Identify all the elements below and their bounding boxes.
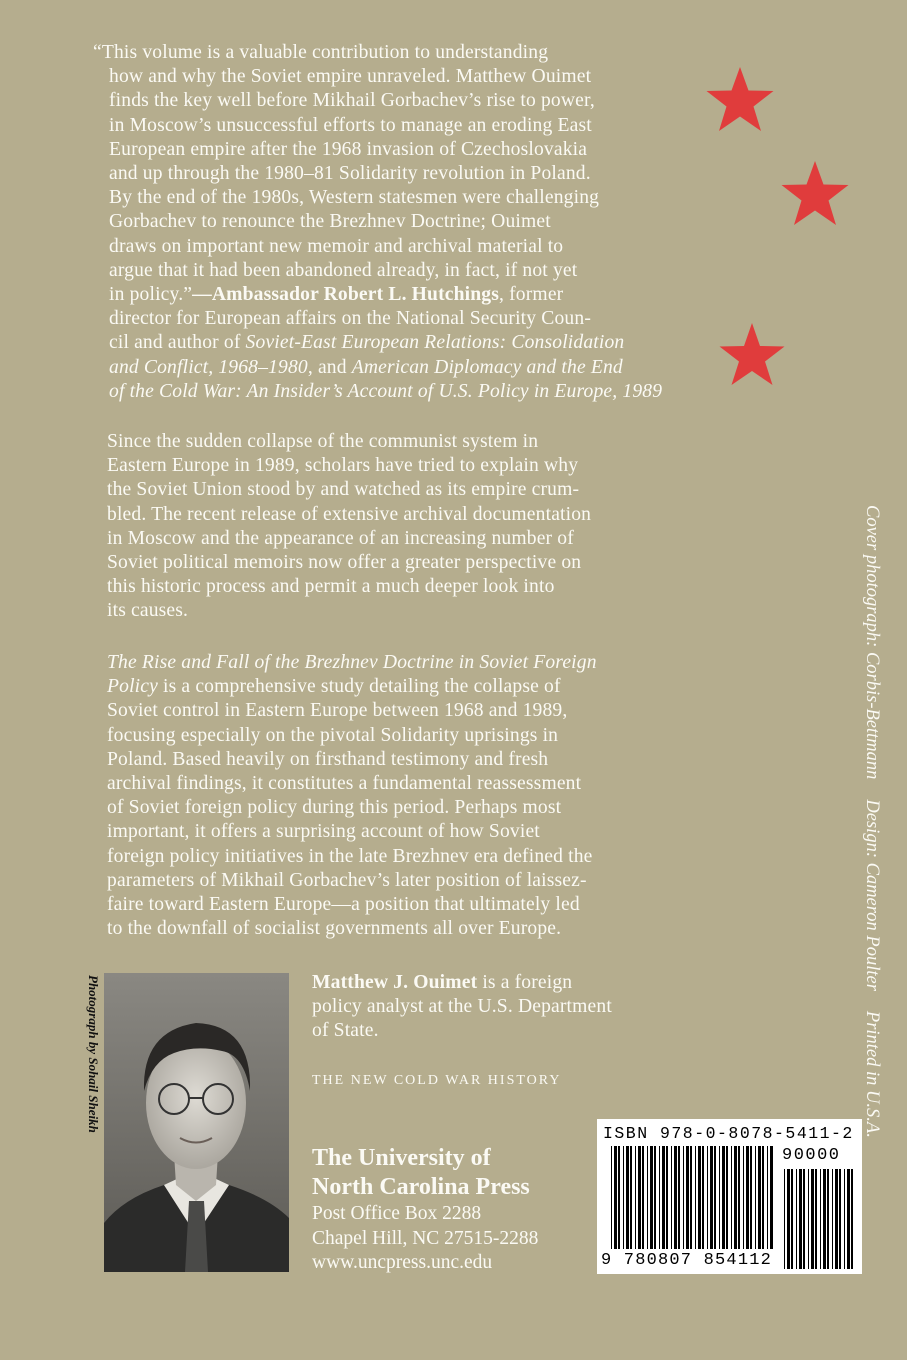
barcode-bar [722,1146,725,1249]
summary-line: parameters of Mikhail Gorbachev’s later position of laissez- [107,869,587,891]
publisher-block [312,1144,538,1276]
barcode-bar [698,1146,701,1249]
price-code: 90000 [782,1146,841,1165]
barcode-bar [678,1146,680,1249]
summary-line: Poland. Based heavily on firsthand testimony and fresh [107,748,549,770]
description-line: Soviet political memoirs now offer a greater perspective on [107,552,582,574]
description-line: this historic process and permit a much deeper look into [107,576,555,598]
side-credits [852,505,882,1138]
barcode-bar [731,1146,732,1249]
isbn-number: ISBN 978-0-8078-5411-2 [603,1124,854,1143]
barcode-bar [614,1146,617,1249]
quote-line: cil and author of Soviet-East European Relations: Consolidation [109,332,625,354]
barcode-bar [811,1169,814,1269]
endorser-name: —Ambassador Robert L. Hutchings [192,284,500,306]
barcode-bar [743,1146,744,1249]
barcode-bar [695,1146,696,1249]
barcode-bar [654,1146,656,1249]
quote-attribution-line: in policy.”—Ambassador Robert L. Hutchings, former [109,284,564,306]
barcode-bar [799,1169,802,1269]
barcode-bar [719,1146,720,1249]
barcode-bar [832,1169,833,1269]
barcode-bar [823,1169,826,1269]
barcode-bar [662,1146,665,1249]
barcode-bar [839,1169,841,1269]
barcode-bar [635,1146,636,1249]
book-title-end: Policy [107,676,158,698]
quote-line: “This volume is a valuable contribution to understanding [93,42,549,63]
summary-line: to the downfall of socialist governments all over Europe. [107,918,562,940]
summary-line: faire toward Eastern Europe—a position that ultimately led [107,894,580,916]
quote-line: of the Cold War: An Insider’s Account of U.S. Policy in Europe, 1989 [109,380,663,402]
barcode-bar [784,1169,785,1269]
summary-line: foreign policy initiatives in the late Brezhnev era defined the [107,845,593,867]
author-bio-line: policy analyst at the U.S. Department [312,996,612,1018]
summary-line: archival findings, it constitutes a fundamental reassessment [107,773,582,795]
ean-digits: 9 780807 854112 [601,1251,773,1270]
barcode-bar [630,1146,632,1249]
barcode-bar [623,1146,624,1249]
author-bio [312,971,612,1044]
printed-in: Printed in U.S.A. [862,1010,882,1138]
description-line: Since the sudden collapse of the communist system in [107,431,539,452]
design-credit: Design: Cameron Poulter [862,799,882,991]
description-line: the Soviet Union stood by and watched as its empire crum- [107,479,580,501]
quote-line: By the end of the 1980s, Western statesmen were challenging [109,187,600,209]
publisher-name-line: North Carolina Press [312,1174,530,1200]
barcode-bar [755,1146,756,1249]
barcode-bar [820,1169,821,1269]
barcode-bar [815,1169,817,1269]
red-star-1 [702,66,778,138]
red-star-2 [777,160,853,232]
quote-line: draws on important new memoir and archival material to [109,235,564,257]
barcode-bar [650,1146,653,1249]
author-portrait-illustration [104,973,289,1272]
barcode-bar [674,1146,677,1249]
barcode-bar [787,1169,790,1269]
summary-line: important, it offers a surprising account of how Soviet [107,821,540,843]
summary-line: Soviet control in Eastern Europe between 1968 and 1989, [107,700,568,722]
publisher-name-line: The University of [312,1145,491,1171]
author-bio-line: Matthew J. Ouimet is a foreign [312,972,573,993]
quote-line: argue that it had been abandoned already, in fact, if not yet [109,259,578,281]
barcode-bar [686,1146,689,1249]
publisher-address-line: Post Office Box 2288 [312,1203,482,1224]
barcode-bar [758,1146,761,1249]
barcode-bar [767,1146,768,1249]
barcode-bar [707,1146,708,1249]
barcode-bar [770,1146,773,1249]
quote-line: and Conflict, 1968–1980, and American Diplomacy and the End [109,356,623,378]
barcode-bar [750,1146,752,1249]
barcode-bar [746,1146,749,1249]
barcode-bar [714,1146,716,1249]
publisher-url: www.uncpress.unc.edu [312,1252,493,1273]
barcode-bar [796,1169,797,1269]
barcode-bar [847,1169,850,1269]
publisher-address-line: Chapel Hill, NC 27515-2288 [312,1227,539,1249]
series-name: THE NEW COLD WAR HISTORY [312,1073,562,1088]
description-line: its causes. [107,600,189,622]
quote-line: and up through the 1980–81 Solidarity revolution in Poland. [109,163,591,185]
description-paragraph [107,430,591,624]
barcode-bar [808,1169,809,1269]
barcode-bar [683,1146,684,1249]
barcode-bar [734,1146,737,1249]
barcode-bar [666,1146,668,1249]
quote-line: how and why the Soviet empire unraveled. Matthew Ouimet [109,66,592,88]
barcode-bar [618,1146,620,1249]
barcode-bar [638,1146,641,1249]
barcode-bar [738,1146,740,1249]
summary-paragraph [107,651,597,941]
barcode-bar [851,1169,853,1269]
barcode-bar [611,1146,612,1249]
barcode-bar [844,1169,845,1269]
quote-line: in Moscow’s unsuccessful efforts to manage an eroding East [109,114,592,136]
barcode-bar [762,1146,764,1249]
summary-line: of Soviet foreign policy during this period. Perhaps most [107,797,562,819]
cover-photo-credit: Cover photograph: Corbis-Bettmann [862,505,882,780]
description-line: Eastern Europe in 1989, scholars have tried to explain why [107,455,579,477]
barcode-bar [642,1146,644,1249]
barcode-bar [626,1146,629,1249]
quote-line: director for European affairs on the National Security Coun- [109,308,591,330]
author-name: Matthew J. Ouimet [312,972,478,993]
barcode-bar [803,1169,805,1269]
barcode-bar [827,1169,829,1269]
barcode-bar [647,1146,648,1249]
barcode-bar [835,1169,838,1269]
barcode-bar [702,1146,704,1249]
quote-line: finds the key well before Mikhail Gorbachev’s rise to power, [109,90,595,112]
photo-credit-text: Photograph by Sohail Sheikh [86,975,101,1133]
quote-line: European empire after the 1968 invasion of Czechoslovakia [109,138,588,160]
barcode-bar [690,1146,692,1249]
barcode-bar [791,1169,793,1269]
barcode-bar [710,1146,713,1249]
summary-line: focusing especially on the pivotal Solidarity uprisings in [107,724,559,746]
red-star-3 [716,322,788,392]
book-title-line: The Rise and Fall of the Brezhnev Doctrine in Soviet Foreign [107,652,597,673]
barcode-bar [726,1146,728,1249]
barcode-bar [671,1146,672,1249]
description-line: bled. The recent release of extensive archival documentation [107,503,592,525]
summary-line: Policy is a comprehensive study detailing the collapse of [107,676,561,698]
author-bio-line: of State. [312,1020,379,1042]
author-photo [104,973,289,1272]
quote-line: Gorbachev to renounce the Brezhnev Doctrine; Ouimet [109,211,551,233]
isbn-barcode [597,1119,862,1274]
photo-credit [86,975,103,1155]
barcode-bar [659,1146,660,1249]
description-line: in Moscow and the appearance of an increasing number of [107,527,574,549]
endorsement-quote [93,41,662,404]
